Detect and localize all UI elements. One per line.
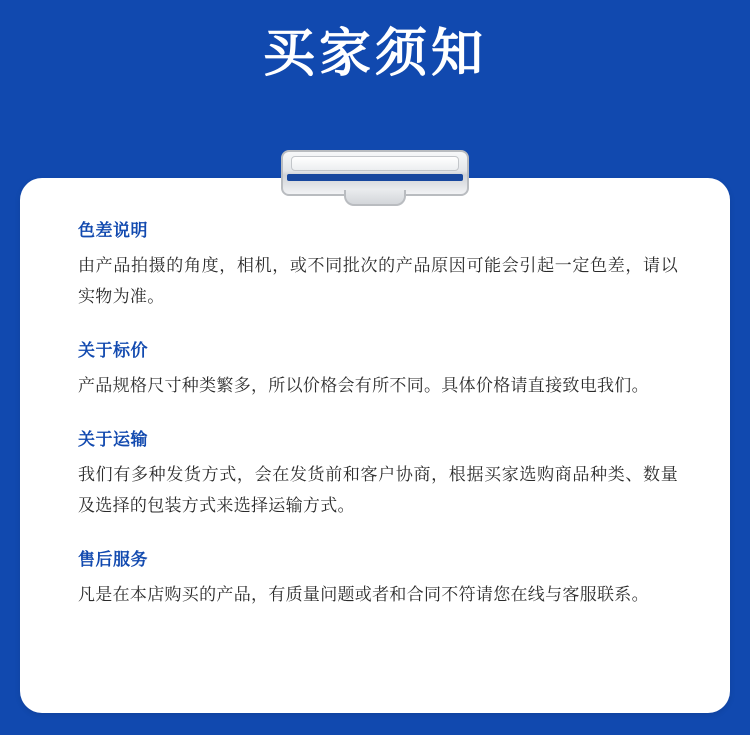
notice-card — [20, 178, 730, 713]
section-body: 凡是在本店购买的产品，有质量问题或者和合同不符请您在线与客服联系。 — [78, 585, 649, 604]
section-title: 售后服务 — [78, 550, 148, 569]
section-body: 产品规格尺寸种类繁多，所以价格会有所不同。具体价格请直接致电我们。 — [78, 376, 649, 395]
clip-inner-slot — [291, 156, 459, 171]
notice-section — [78, 338, 678, 401]
section-body: 我们有多种发货方式，会在发货前和客户协商，根据买家选购商品种类、数量及选择的包装方式来选择运输方式。 — [78, 465, 678, 515]
section-title: 色差说明 — [78, 221, 148, 240]
section-body: 由产品拍摄的角度，相机，或不同批次的产品原因可能会引起一定色差，请以实物为准。 — [78, 256, 678, 306]
page-title: 买家须知 — [262, 25, 487, 83]
section-title: 关于标价 — [78, 341, 148, 360]
notice-section — [78, 218, 678, 312]
notice-section — [78, 427, 678, 521]
section-title: 关于运输 — [78, 430, 148, 449]
clipboard-clip-icon — [281, 150, 469, 206]
clip-blue-bar — [287, 174, 463, 181]
notice-content — [78, 218, 678, 610]
clip-tongue — [344, 190, 406, 206]
notice-section — [78, 547, 678, 610]
